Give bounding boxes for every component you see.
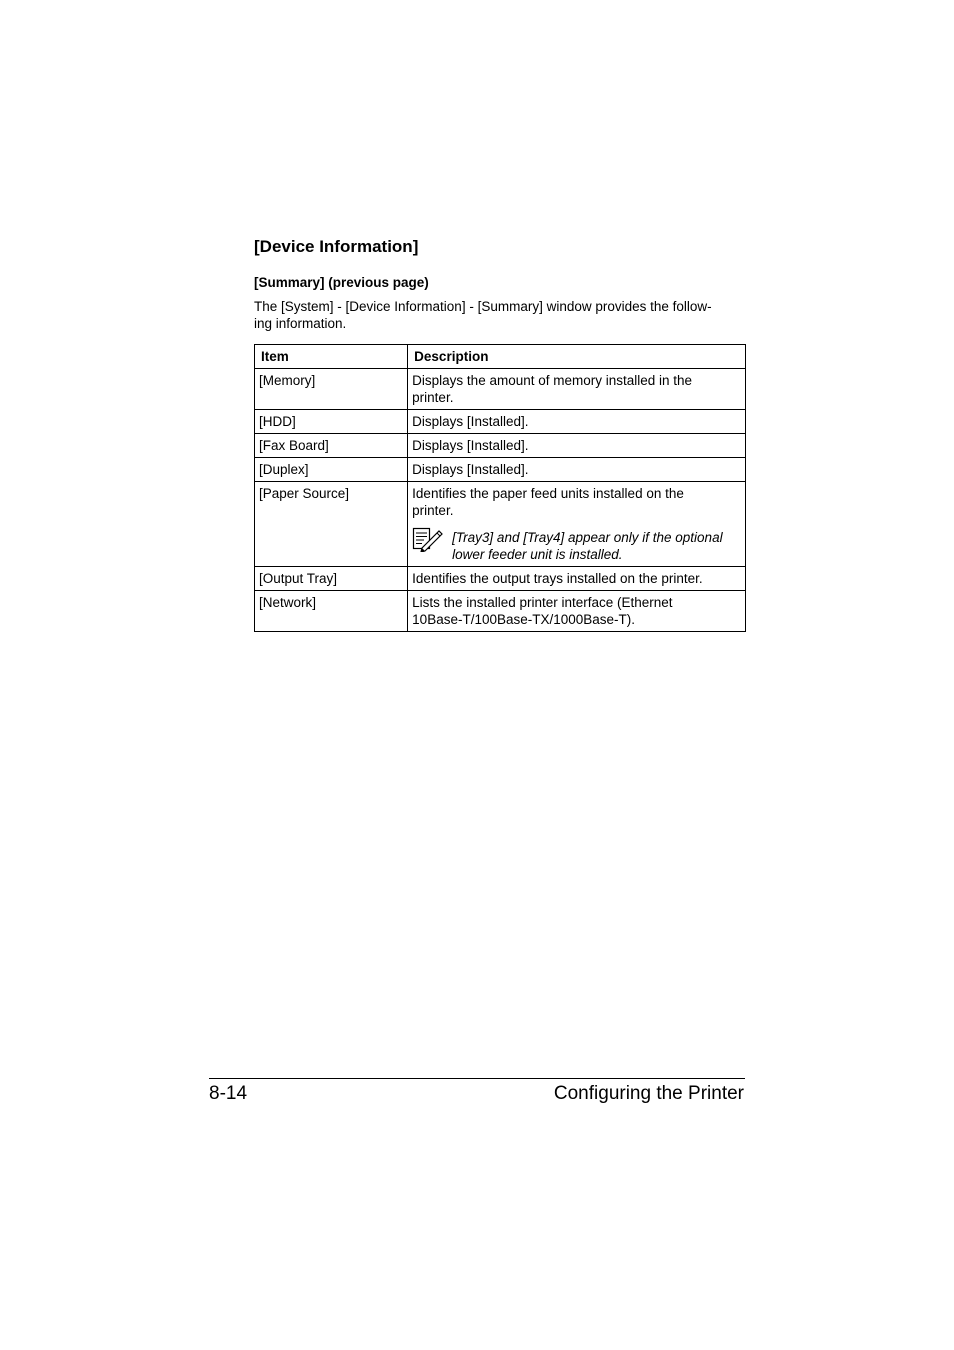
table-row — [255, 591, 746, 632]
column-header-item: Item — [255, 345, 408, 369]
description-line: Identifies the paper feed units installed on the — [412, 486, 684, 501]
footer-chapter-title: Configuring the Printer — [553, 1083, 744, 1104]
table-header-row — [255, 345, 746, 369]
row-description — [408, 591, 746, 632]
table-row — [255, 458, 746, 482]
note-pencil-icon — [412, 526, 444, 552]
intro-line: The [System] - [Device Information] - [Summary] window provides the follow- — [254, 299, 712, 314]
description-line: printer. — [412, 503, 454, 518]
description-line: Displays [Installed]. — [412, 438, 529, 453]
description-line: Displays [Installed]. — [412, 414, 529, 429]
table-row — [255, 482, 746, 567]
section-title: [Device Information] — [254, 237, 419, 256]
row-item: [Memory] — [255, 369, 408, 410]
description-line: 10Base-T/100Base-TX/1000Base-T). — [412, 612, 636, 627]
description-line: Displays [Installed]. — [412, 462, 529, 477]
row-item: [HDD] — [255, 410, 408, 434]
footer-rule — [209, 1078, 745, 1079]
row-item: [Network] — [255, 591, 408, 632]
footer-page-number: 8-14 — [209, 1083, 248, 1104]
row-item: [Output Tray] — [255, 567, 408, 591]
row-description — [408, 458, 746, 482]
row-description — [408, 434, 746, 458]
description-line: Displays the amount of memory installed in the — [412, 373, 693, 388]
device-info-table — [254, 344, 746, 632]
description-line: Lists the installed printer interface (Ethernet — [412, 595, 673, 610]
description-line: Identifies the output trays installed on the printer. — [412, 571, 703, 586]
table-row — [255, 369, 746, 410]
table-row — [255, 567, 746, 591]
row-description — [408, 482, 746, 567]
note — [412, 529, 741, 563]
description-line: printer. — [412, 390, 454, 405]
section-subtitle: [Summary] (previous page) — [254, 275, 429, 290]
intro-line: ing information. — [254, 316, 347, 331]
table-row — [255, 410, 746, 434]
row-item: [Paper Source] — [255, 482, 408, 567]
row-description — [408, 567, 746, 591]
column-header-description: Description — [408, 345, 746, 369]
table-row — [255, 434, 746, 458]
row-item: [Duplex] — [255, 458, 408, 482]
row-description — [408, 410, 746, 434]
intro-paragraph — [254, 298, 746, 332]
note-text — [452, 529, 722, 563]
note-line: lower feeder unit is installed. — [452, 547, 623, 562]
row-description — [408, 369, 746, 410]
row-item: [Fax Board] — [255, 434, 408, 458]
note-line: [Tray3] and [Tray4] appear only if the optional — [452, 530, 723, 545]
